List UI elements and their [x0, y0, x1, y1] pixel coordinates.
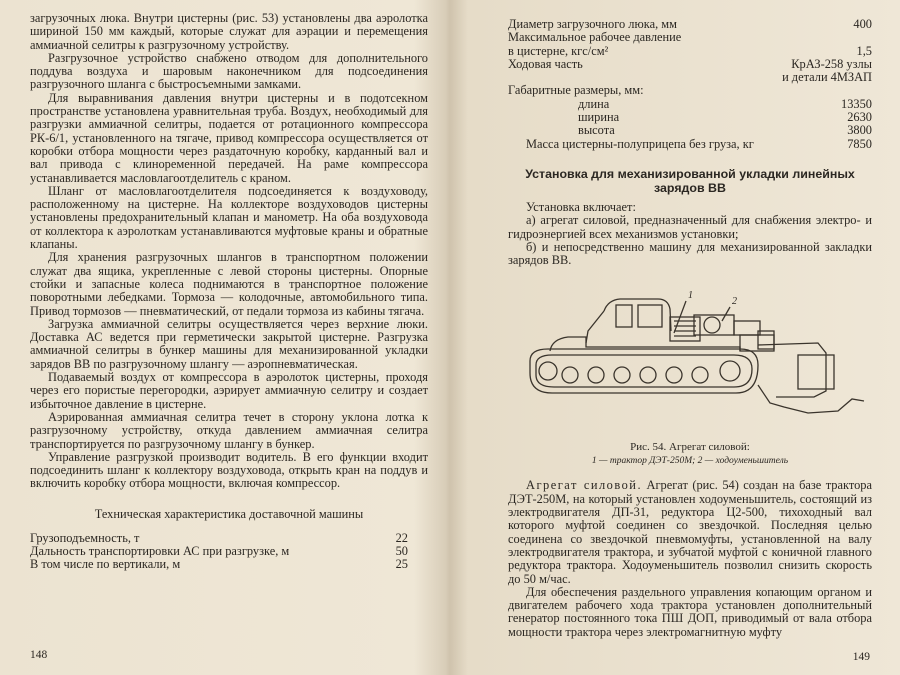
spec-value: 22 [395, 530, 408, 545]
paragraph: Управление разгрузкой производит водитель. В его функции входит подсоединить шланг к коллектору воздуховода, открыть кран на поддув и включить коробку отбора мощности, включая компрессор. [30, 449, 428, 491]
paragraph-text: Агрегат (рис. 54) создан на базе трактора ДЭТ-250М, на который установлен ходоуменьшитель, состоящий из электродвигателя ДП-31, редуктора Ц2-500, тихоходный вал которого муфтой соединен со звездочкой. Последняя целью соединена со звездочкой пневмомуфты, установленной на валу электродвигателя трактора, и зубчатой муфтой с коничной главного редуктора трактора. Ходоуменьшитель позволил снизить скорость до 50 м/час. [508, 478, 872, 586]
spec-row [508, 31, 872, 44]
dims-title: Габаритные размеры, мм: [508, 83, 644, 98]
dim-label: высота [578, 123, 615, 138]
spec-value [775, 31, 873, 44]
spec-label [508, 71, 775, 84]
spec-row [508, 18, 872, 31]
list-item: б) и непосредственно машину для механизированной закладки зарядов ВВ. [508, 239, 872, 268]
list-item: а) агрегат силовой, предназначенный для снабжения электро- и гидроэнергией всех механизмов установки; [508, 213, 872, 241]
spec-value: 50 [395, 543, 408, 558]
mass-value: 7850 [847, 136, 872, 151]
section-heading: Установка для механизированной укладки линейных зарядов ВВ [525, 166, 855, 195]
spec-value: КрАЗ-258 узлы [791, 56, 872, 71]
paragraph: Для хранения разгрузочных шлангов в транспортном положении служат два ящика, укрепленные с левой стороны цистерны. Опорные стойки и запасные колеса поднимаются в транспортное положение поворотными лебедками. Тормоза — колодочные, автомобильного типа. Привод тормозов — пневматический, от педали тормоза из кабины тягача. [30, 250, 428, 318]
spec-row [30, 532, 428, 545]
callout-line-2 [722, 307, 730, 321]
paragraph: Загрузка аммиачной селитры осуществляется через верхние люки. Доставка АС ведется при герметически закрытой цистерне. Разгрузка аммиачной селитры в бункер машины для механизированной укладки зарядов ВВ по разгрузочному шлангу — аэропневматическая. [30, 316, 428, 371]
dim-label: ширина [578, 110, 620, 125]
spec-value: 25 [395, 557, 408, 572]
spec-row [508, 58, 872, 71]
tractor-diagram [508, 273, 872, 439]
paragraph: Для обеспечения раздельного управления копающим органом и двигателем рабочего хода трактора установлен дополнительный генератор постоянного тока ПШ ДОП, приводимый от вала отбора мощности трактора через электромагнитную муфту [508, 584, 872, 639]
spec-value: 1,5 [856, 43, 872, 58]
spec-label: Максимальное рабочее давление [508, 30, 682, 45]
spec-row [30, 545, 428, 558]
paragraph: Шланг от масловлагоотделителя подсоединяется к воздуховоду, расположенному на цистерне. На коллекторе воздуховодов цистерны установлены предохранительный клапан и манометр. На оба воздуховода от коллектора к аэролоткам устанавливаются муфтовые краны и обратные клапаны. [30, 183, 428, 252]
spec-row [508, 71, 872, 84]
spec-row [30, 558, 428, 571]
cab-front [586, 311, 604, 343]
drive-sprocket [720, 361, 740, 381]
spec-row [508, 45, 872, 58]
spec-label: Дальность транспортировки АС при разгрузке, м [30, 543, 290, 558]
tractor-figure [508, 273, 872, 439]
paragraph: Для выравнивания давления внутри цистерны и в подотсекном пространстве установлена уравнительная труба. Воздух, необходимый для разгрузки аммиачной селитры, подается от ротационного компрессора РК-6/1, установленного на тягаче, привод компрессора осуществляется от коробки отбора мощности через раздаточную коробку, карданный вал и вал привода с клиноременной передачей. На раме компрессора устанавливается масловлагоотделитель с краном. [30, 90, 428, 185]
callout-2: 2 [732, 296, 737, 308]
paragraph: Разгрузочное устройство снабжено отводом для дополнительного поддува воздуха и шаровым наконечником для подсоединения разгрузочного шланга с быстросъемными замками. [30, 50, 428, 92]
paragraph: загрузочных люка. Внутри цистерны (рис. 53) установлены два аэролотка шириной 150 мм каждый, которые служат для аэрации и перемещения аммиачной селитры к разгрузочному устройству. [30, 11, 428, 52]
dim-row [508, 111, 872, 124]
spec-table [508, 18, 872, 151]
dim-row [508, 124, 872, 137]
callout-1: 1 [688, 290, 693, 302]
rear-tank [798, 355, 834, 389]
paragraph: Аэрированная аммиачная селитра течет в сторону уклона лотка к разгрузочному устройству, откуда давлением аммиачная селитра транспортируется по разгрузочному шлангу в бункер. [30, 409, 428, 451]
figure-legend: 1 — трактор ДЭТ-250М; 2 — ходоуменьшитель [591, 456, 789, 467]
spec-value: 400 [853, 17, 872, 31]
spec-value: и детали 4МЗАП [782, 70, 872, 85]
mass-row [508, 138, 872, 151]
cab-window [616, 305, 632, 327]
dim-value: 3800 [847, 123, 872, 138]
spec-title: Техническая характеристика доставочной машины [94, 506, 364, 521]
dim-row [508, 98, 872, 111]
dim-label: длина [578, 96, 610, 111]
paragraph: Подаваемый воздух от компрессора в аэролоток цистерны, проходя через его пористые перегородки, аэрирует аммиачную селитру и создает избыточное давление в цистерне. [30, 370, 428, 411]
dim-value: 13350 [841, 96, 872, 111]
cab-window [638, 305, 662, 327]
spec-label: Грузоподъемность, т [30, 530, 140, 545]
spec-label: в цистерне, кгс/см² [508, 43, 609, 58]
right-page [450, 0, 900, 675]
spec-table [30, 532, 428, 572]
page-number: 149 [852, 651, 870, 663]
dims-title-row [508, 84, 872, 97]
paragraph [508, 479, 872, 585]
spec-label: Диаметр загрузочного люка, мм [508, 17, 677, 31]
figure-caption: Рис. 54. Агрегат силовой: [630, 441, 750, 454]
page-number: 148 [30, 649, 48, 661]
spec-label: В том числе по вертикали, м [30, 557, 181, 572]
paragraph: Установка включает: [526, 199, 636, 214]
dim-value: 2630 [847, 110, 872, 125]
paragraph-lead: Агрегат силовой. [526, 478, 643, 493]
mass-label: Масса цистерны-полуприцепа без груза, кг [526, 136, 754, 151]
spec-label: Ходовая часть [508, 56, 583, 71]
